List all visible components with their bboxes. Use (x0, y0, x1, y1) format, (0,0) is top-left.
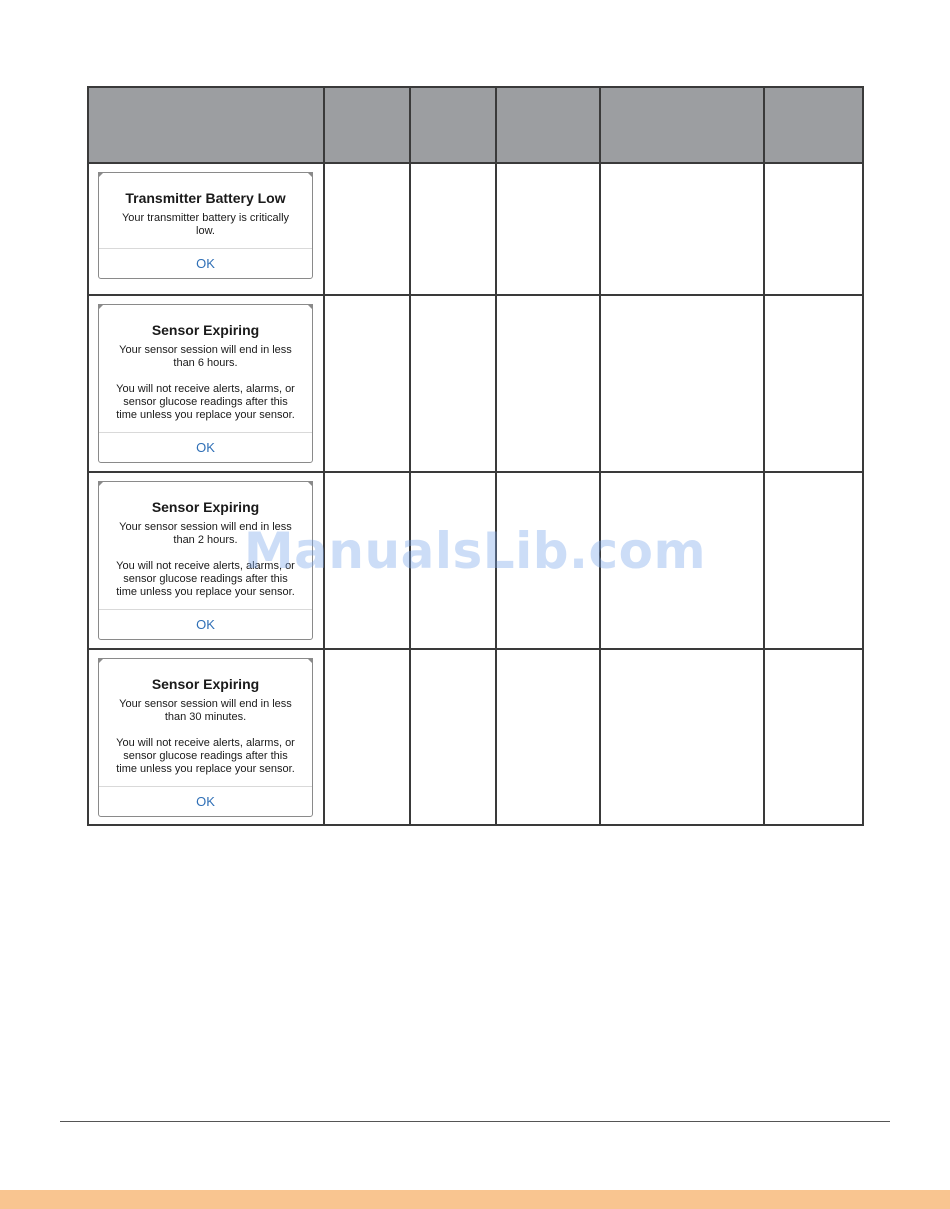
table-cell (496, 649, 600, 825)
alert-dialog-message: Your transmitter battery is critically low. (121, 212, 290, 237)
alerts-table (87, 86, 864, 826)
table-row (88, 163, 863, 295)
header-cell-4 (496, 87, 600, 163)
alert-dialog-transmitter-battery-low (98, 172, 313, 279)
table-cell (324, 649, 410, 825)
table-cell (496, 163, 600, 295)
table-header-row (88, 87, 863, 163)
table-cell (764, 295, 863, 472)
table-cell (600, 472, 764, 649)
alert-dialog-body (99, 339, 312, 422)
alert-dialog-title: Sensor Expiring (151, 322, 260, 338)
alert-dialog-message: Your sensor session will end in less than 2 hours. (119, 521, 292, 546)
table-cell (600, 295, 764, 472)
alert-dialog-sensor-expiring-2h (98, 481, 313, 640)
table-row (88, 295, 863, 472)
alert-dialog-message: Your sensor session will end in less than 30 minutes. (119, 698, 292, 723)
table-cell (410, 649, 496, 825)
table-cell (410, 295, 496, 472)
alert-screen-cell (88, 472, 324, 649)
footer-color-band (0, 1190, 950, 1209)
header-cell-alert (88, 87, 324, 163)
table-cell (764, 163, 863, 295)
alert-screen-cell (88, 295, 324, 472)
header-cell-3 (410, 87, 496, 163)
alert-dialog-warning: You will not receive alerts, alarms, or sensor glucose readings after this time unless you replace your sensor. (116, 737, 295, 775)
ok-button[interactable]: OK (196, 617, 215, 632)
table-row (88, 649, 863, 825)
alert-dialog-sensor-expiring-6h (98, 304, 313, 463)
alert-dialog-message: Your sensor session will end in less than 6 hours. (119, 344, 292, 369)
alert-dialog-title: Sensor Expiring (151, 676, 260, 692)
alert-dialog-title: Transmitter Battery Low (125, 190, 286, 206)
alert-screen-cell (88, 163, 324, 295)
table-cell (324, 295, 410, 472)
alert-dialog-title: Sensor Expiring (151, 499, 260, 515)
alert-dialog-warning: You will not receive alerts, alarms, or sensor glucose readings after this time unless you replace your sensor. (116, 560, 295, 598)
table-cell (600, 649, 764, 825)
table-cell (496, 295, 600, 472)
alert-dialog-sensor-expiring-30m (98, 658, 313, 817)
table-cell (764, 472, 863, 649)
alert-dialog-warning: You will not receive alerts, alarms, or sensor glucose readings after this time unless you replace your sensor. (116, 383, 295, 421)
alert-screen-cell (88, 649, 324, 825)
table-cell (496, 472, 600, 649)
table-cell (410, 472, 496, 649)
table-row (88, 472, 863, 649)
alert-dialog-body (99, 693, 312, 776)
alert-dialog-body (99, 516, 312, 599)
table-cell (764, 649, 863, 825)
table-cell (600, 163, 764, 295)
watermark: ManualsLib.com (243, 522, 707, 580)
table-cell (410, 163, 496, 295)
ok-button[interactable]: OK (196, 794, 215, 809)
ok-button[interactable]: OK (196, 440, 215, 455)
header-cell-5 (600, 87, 764, 163)
ok-button[interactable]: OK (196, 256, 215, 271)
header-cell-6 (764, 87, 863, 163)
table-cell (324, 472, 410, 649)
header-cell-2 (324, 87, 410, 163)
table-cell (324, 163, 410, 295)
footer-divider (60, 1121, 890, 1122)
alert-dialog-body (99, 207, 312, 238)
